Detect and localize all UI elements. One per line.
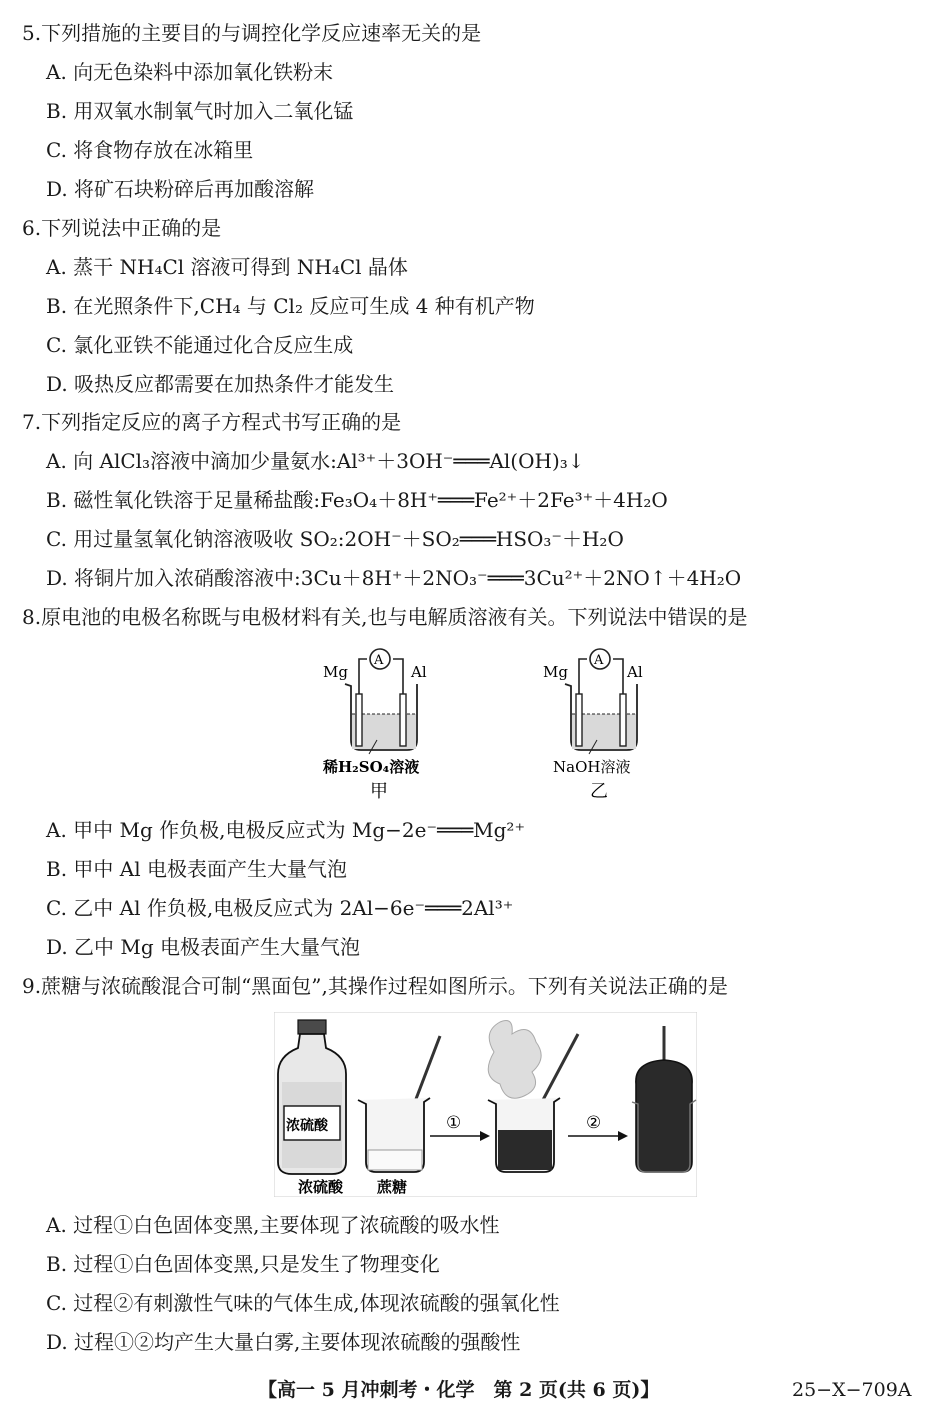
bottle-caption: 浓硫酸 [298, 1178, 344, 1196]
footer-code: 25−X−709A [792, 1379, 912, 1401]
question-6-option-d: D. 吸热反应都需要在加热条件才能发生 [46, 372, 395, 396]
cell-yi-solution-label: NaOH溶液 [553, 758, 631, 776]
question-9-option-b: B. 过程①白色固体变黑,只是发生了物理变化 [46, 1252, 440, 1276]
step-2-label: ② [586, 1113, 602, 1133]
question-8-option-b: B. 甲中 Al 电极表面产生大量气泡 [46, 857, 347, 881]
beaker-caption: 蔗糖 [377, 1178, 408, 1196]
question-6-stem: 6.下列说法中正确的是 [22, 216, 222, 240]
cell-yi [543, 649, 643, 802]
cell-jia-left-electrode-label: Mg [323, 663, 348, 681]
black-bread-figure [274, 1012, 697, 1197]
question-8-option-a: A. 甲中 Mg 作负极,电极反应式为 Mg−2e⁻═══Mg²⁺ [46, 818, 526, 842]
cell-yi-caption: 乙 [590, 781, 608, 802]
question-7-option-b: B. 磁性氧化铁溶于足量稀盐酸:Fe₃O₄＋8H⁺═══Fe²⁺＋2Fe³⁺＋4H₂O [46, 488, 668, 512]
cell-jia-al-electrode [400, 694, 406, 746]
question-6-option-b: B. 在光照条件下,CH₄ 与 Cl₂ 反应可生成 4 种有机产物 [46, 294, 535, 318]
cell-jia-right-electrode-label: Al [411, 663, 427, 681]
step-1-label: ① [446, 1113, 462, 1133]
question-7-stem: 7.下列指定反应的离子方程式书写正确的是 [22, 410, 402, 434]
cell-yi-ammeter-label: A [594, 653, 604, 668]
cell-jia-ammeter-label: A [374, 653, 384, 668]
cell-yi-left-electrode-label: Mg [543, 663, 568, 681]
question-5-option-a: A. 向无色染料中添加氧化铁粉末 [46, 60, 334, 84]
footer-title: 【高一 5 月冲刺考・化学 第 2 页(共 6 页)】 [258, 1379, 660, 1401]
question-8-option-d: D. 乙中 Mg 电极表面产生大量气泡 [46, 935, 361, 959]
cell-jia-mg-electrode [356, 694, 362, 746]
question-5-option-d: D. 将矿石块粉碎后再加酸溶解 [46, 177, 315, 201]
question-6-option-a: A. 蒸干 NH₄Cl 溶液可得到 NH₄Cl 晶体 [46, 255, 408, 279]
cell-jia-caption: 甲 [370, 781, 388, 802]
question-9-stem: 9.蔗糖与浓硫酸混合可制“黑面包”,其操作过程如图所示。下列有关说法正确的是 [22, 974, 728, 998]
bottle-label: 浓硫酸 [286, 1118, 328, 1134]
question-7-option-c: C. 用过量氢氧化钠溶液吸收 SO₂:2OH⁻＋SO₂═══HSO₃⁻＋H₂O [46, 527, 624, 551]
question-7-option-a: A. 向 AlCl₃溶液中滴加少量氨水:Al³⁺＋3OH⁻═══Al(OH)₃↓ [46, 449, 585, 473]
question-7-option-d: D. 将铜片加入浓硝酸溶液中:3Cu＋8H⁺＋2NO₃⁻═══3Cu²⁺＋2NO↑＋4H₂O [46, 566, 742, 590]
question-8-stem: 8.原电池的电极名称既与电极材料有关,也与电解质溶液有关。下列说法中错误的是 [22, 605, 748, 629]
question-8-option-c: C. 乙中 Al 作负极,电极反应式为 2Al−6e⁻═══2Al³⁺ [46, 896, 514, 920]
question-6-option-c: C. 氯化亚铁不能通过化合反应生成 [46, 333, 354, 357]
cell-yi-al-electrode [620, 694, 626, 746]
cell-yi-mg-electrode [576, 694, 582, 746]
cell-jia [322, 649, 427, 802]
question-5-option-c: C. 将食物存放在冰箱里 [46, 138, 254, 162]
question-9-option-d: D. 过程①②均产生大量白雾,主要体现浓硫酸的强酸性 [46, 1330, 521, 1354]
question-5-stem: 5.下列措施的主要目的与调控化学反应速率无关的是 [22, 21, 482, 45]
question-9-option-a: A. 过程①白色固体变黑,主要体现了浓硫酸的吸水性 [46, 1213, 500, 1237]
galvanic-cells-figure [315, 642, 655, 807]
cell-yi-right-electrode-label: Al [627, 663, 643, 681]
question-5-option-b: B. 用双氧水制氧气时加入二氧化锰 [46, 99, 354, 123]
cell-jia-solution-label: 稀H₂SO₄溶液 [323, 758, 420, 776]
question-9-option-c: C. 过程②有刺激性气味的气体生成,体现浓硫酸的强氧化性 [46, 1291, 560, 1315]
